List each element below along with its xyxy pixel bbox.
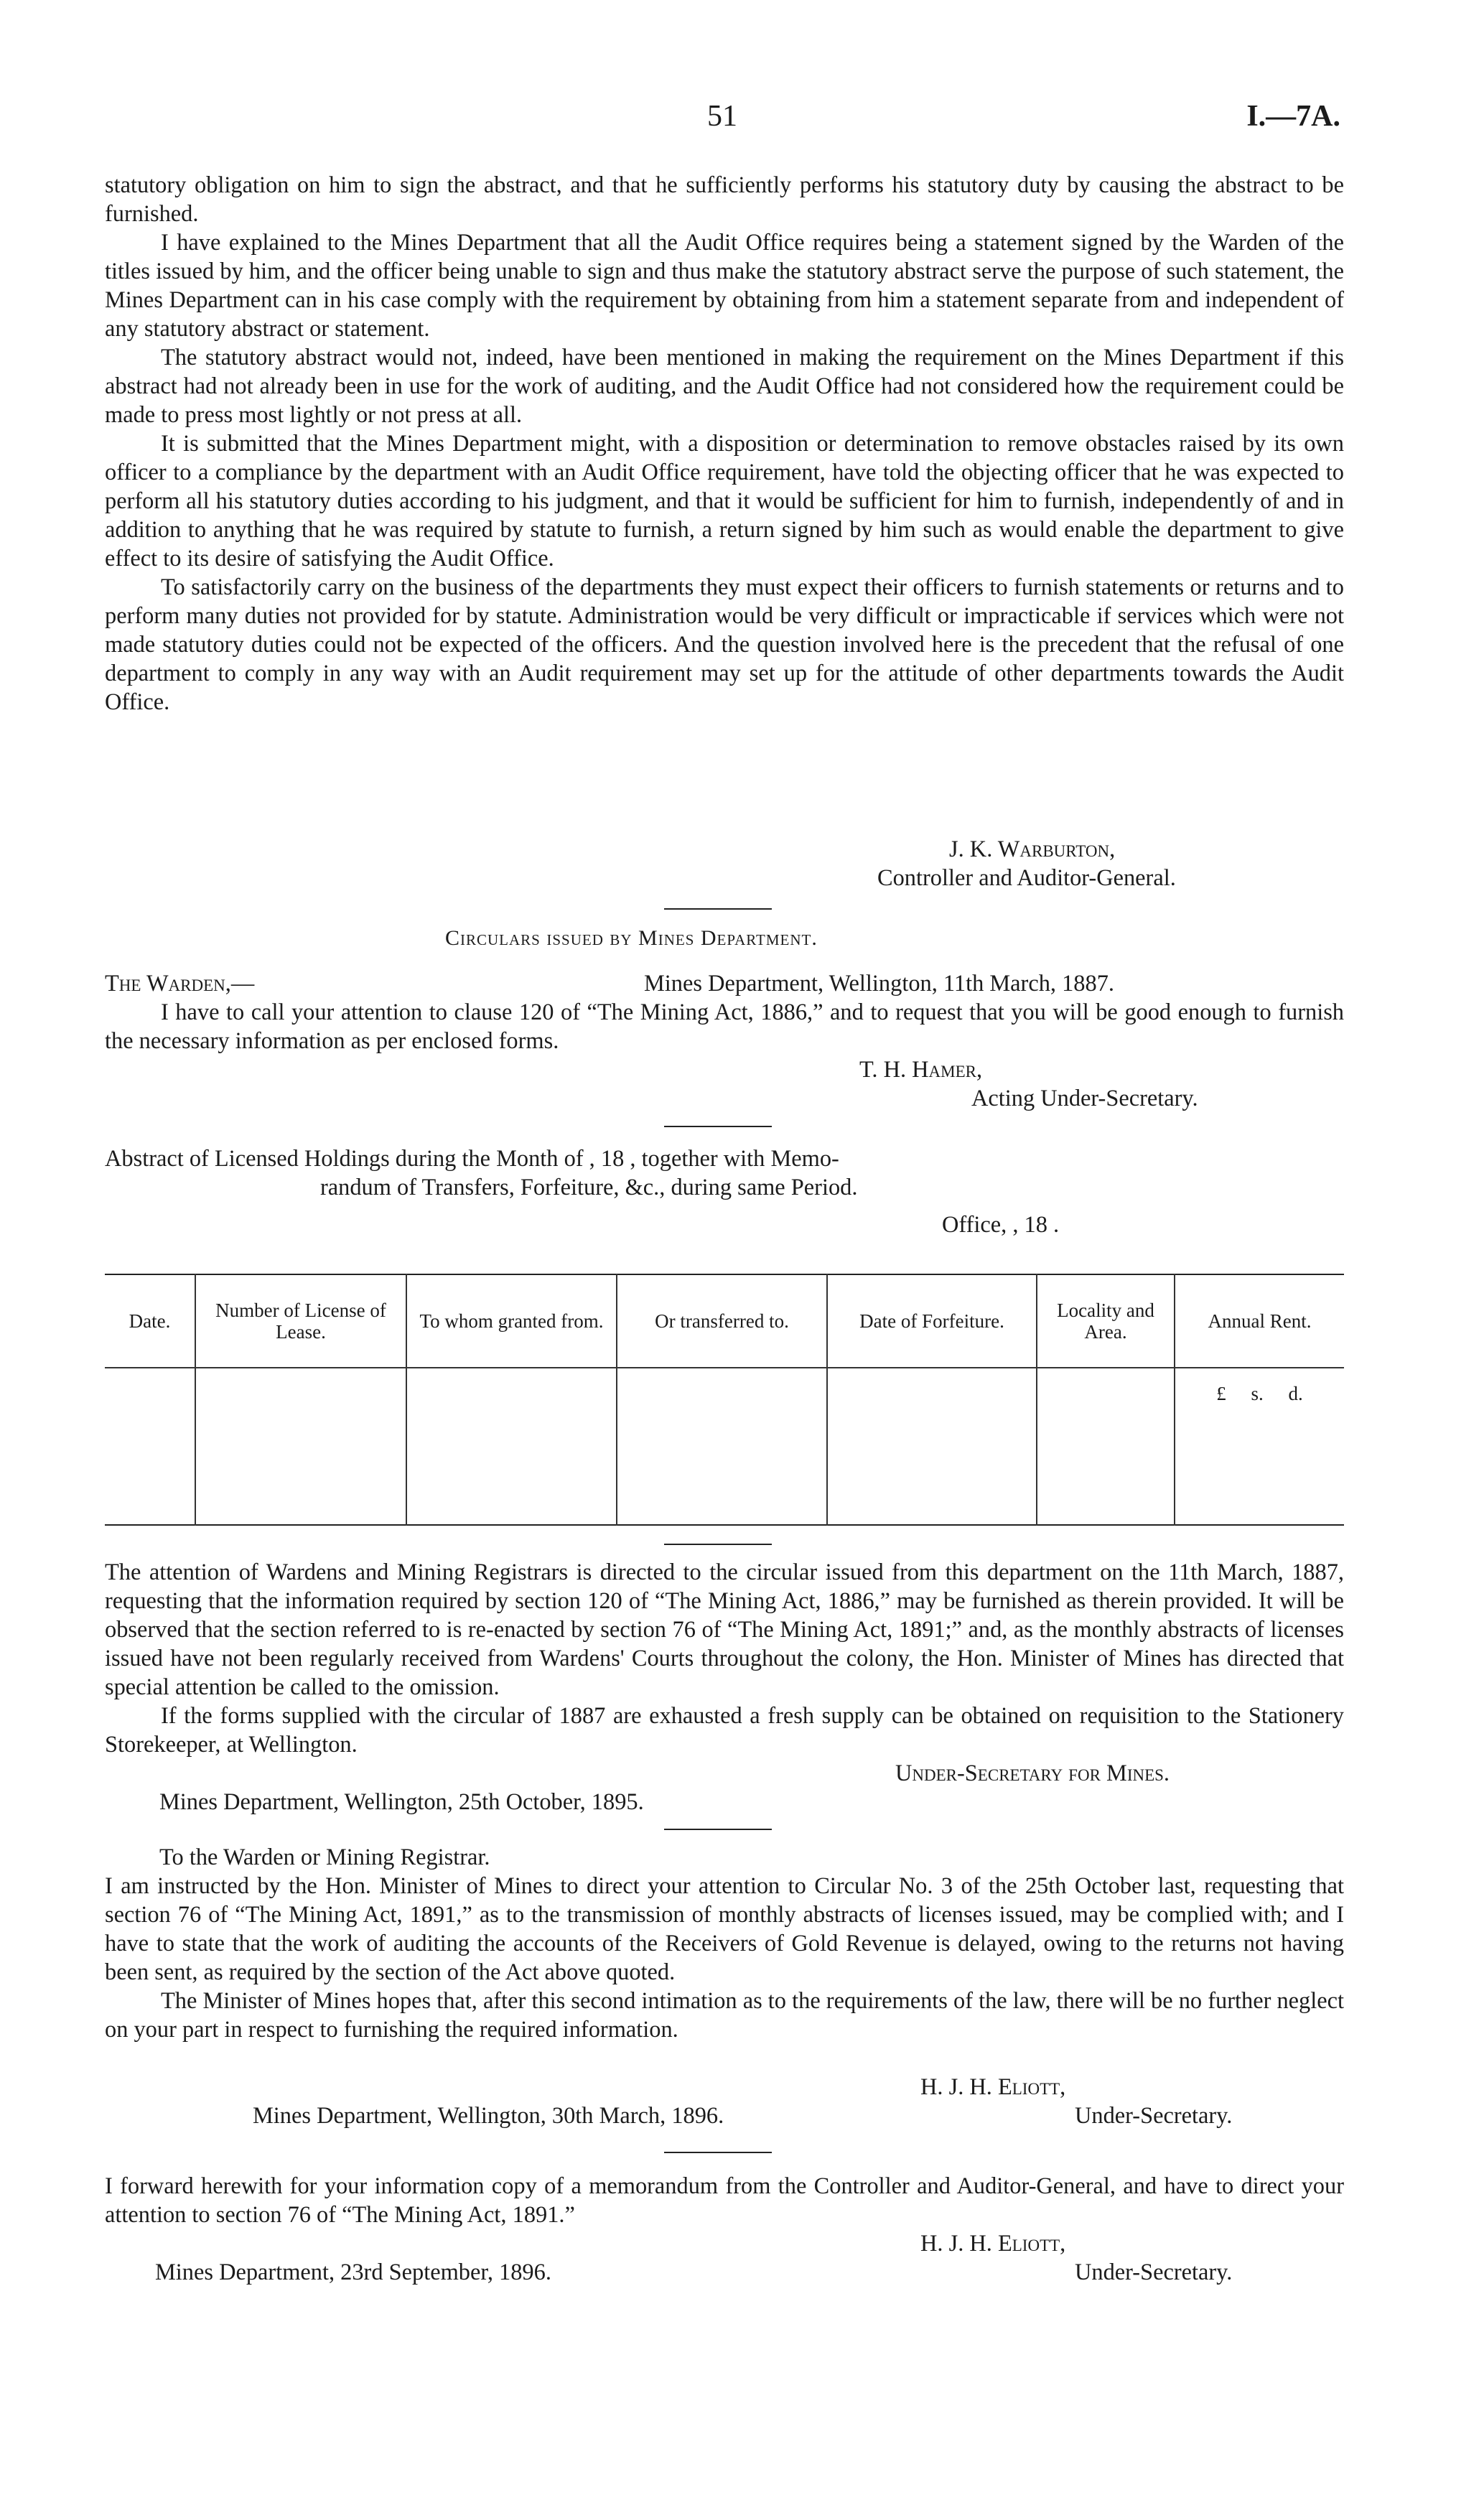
form-office-line: Office, , 18 . (942, 1212, 1060, 1238)
signature-name: Under-Secretary for Mines. (895, 1760, 1170, 1786)
column-header: Date. (129, 1310, 171, 1332)
circular-body (105, 2172, 1344, 2229)
section-divider (664, 908, 772, 910)
column-header: To whom granted from. (406, 1274, 617, 1368)
paragraph: To satisfactorily carry on the business of the departments they must expect their officers to furnish statements or returns and to perform many duties not provided for by statute. Administration would be very difficult or impracticable if services which were not made statutory duties could not be expected of the officers. And the question involved here is the precedent that the refusal of one department to comply in any way with an Audit requirement may set up for the attitude of other departments towards the Audit Office. (105, 574, 1344, 715)
paragraph: If the forms supplied with the circular of 1887 are exhausted a fresh supply can be obtained on requisition to the Stationery Storekeeper, at Wellington. (105, 1703, 1344, 1758)
paragraph: I am instructed by the Hon. Minister of Mines to direct your attention to Circular No. 3 of the 25th October last, requesting that section 76 of “The Mining Act, 1891,” as to the transmission of monthly abstracts of licenses issued, may be complied with; and I have to state that the work of auditing the accounts of the Receivers of Gold Revenue is delayed, owing to the returns not having been sent, as required by the section of the Act above quoted. (105, 1873, 1344, 1985)
section-divider (664, 1126, 772, 1127)
form-title-line-2: randum of Transfers, Forfeiture, &c., during same Period. (320, 1175, 858, 1200)
signature-title: Under-Secretary. (1075, 2103, 1233, 2129)
table-cell (827, 1368, 1037, 1525)
column-header: Or transferred to. (617, 1274, 827, 1368)
table-cell (195, 1368, 406, 1525)
section-divider (664, 2152, 772, 2153)
signature-title: Controller and Auditor-General. (877, 865, 1176, 891)
circular-addressee: The Warden,— (105, 971, 255, 997)
table-cell (617, 1368, 827, 1525)
circular-body (105, 998, 1344, 1055)
page-number: 51 (707, 100, 737, 133)
form-title-line-1: Abstract of Licensed Holdings during the Month of , 18 , together with Memo- (105, 1146, 839, 1172)
circular-dateline: Mines Department, 23rd September, 1896. (155, 2259, 551, 2285)
rent-units: £ s. d. (1216, 1383, 1303, 1404)
signature-name: T. H. Hamer, (859, 1057, 983, 1083)
table-header-row (105, 1274, 1344, 1368)
column-header: Number of License of Lease. (195, 1274, 406, 1368)
circular-dateline: Mines Department, Wellington, 11th March, 1887. (644, 971, 1114, 997)
paragraph: The statutory abstract would not, indeed, have been mentioned in making the requirement on the Mines Department if this abstract had not already been in use for the work of auditing, and the Audit Office had not considered how the requirement could be made to press most lightly or not press at all. (105, 345, 1344, 428)
table-cell (406, 1368, 617, 1525)
column-header: Locality and Area. (1037, 1274, 1175, 1368)
paragraph: I forward herewith for your information copy of a memorandum from the Controller and Auditor-General, and have to direct your attention to section 76 of “The Mining Act, 1891.” (105, 2173, 1344, 2228)
signature-name: H. J. H. Eliott, (920, 2074, 1066, 2100)
column-header: Annual Rent. (1175, 1274, 1344, 1368)
paragraph: The attention of Wardens and Mining Registrars is directed to the circular issued from this department on the 11th March, 1887, requesting that the information required by section 120 of “The Mining Act, 1886,” may be furnished as therein provided. It will be observed that the section referred to is re-enacted by section 76 of “The Mining Act, 1891;” and, as the monthly abstracts of licenses issued have not been regularly received from Wardens' Courts throughout the colony, the Hon. Minister of Mines has directed that special attention be called to the omission. (105, 1559, 1344, 1700)
circular-addressee: To the Warden or Mining Registrar. (159, 1844, 490, 1870)
abstract-form-table (105, 1274, 1344, 1526)
paragraph: I have to call your attention to clause 120 of “The Mining Act, 1886,” and to request that you will be good enough to furnish the necessary information as per enclosed forms. (105, 999, 1344, 1054)
column-header: Date of Forfeiture. (827, 1274, 1037, 1368)
paragraph: It is submitted that the Mines Department might, with a disposition or determination to remove obstacles raised by its own officer to a compliance by the department with an Audit Office requirement, have told the objecting officer that he was expected to perform all his statutory duties according to his judgment, and that it would be sufficient for him to furnish, independently of and in addition to anything that he was required by statute to furnish, a return signed by him such as would enable the department to give effect to its desire of satisfying the Audit Office. (105, 431, 1344, 571)
signature-name: H. J. H. Eliott, (920, 2231, 1066, 2257)
paragraph: The Minister of Mines hopes that, after this second intimation as to the requirements of the law, there will be no further neglect on your part in respect to furnishing the required information. (105, 1988, 1344, 2043)
memorandum-body (105, 171, 1344, 717)
signature-title: Under-Secretary. (1075, 2259, 1233, 2285)
circular-dateline: Mines Department, Wellington, 30th March, 1896. (253, 2103, 724, 2129)
signature-name: J. K. Warburton, (949, 836, 1116, 862)
circular-body (105, 1558, 1344, 1759)
circular-dateline: Mines Department, Wellington, 25th October, 1895. (159, 1789, 644, 1815)
table-cell (1037, 1368, 1175, 1525)
table-cell (105, 1368, 195, 1525)
table-row (105, 1368, 1344, 1525)
section-divider (664, 1544, 772, 1545)
circular-body (105, 1872, 1344, 2044)
section-divider (664, 1829, 772, 1830)
table-cell (1175, 1368, 1344, 1525)
document-reference: I.—7A. (1246, 100, 1340, 133)
paragraph: statutory obligation on him to sign the abstract, and that he sufficiently performs his statutory duty by causing the abstract to be furnished. (105, 172, 1344, 227)
paragraph: I have explained to the Mines Department that all the Audit Office requires being a statement signed by the Warden of the titles issued by him, and the officer being unable to sign and thus make the statutory abstract serve the purpose of such statement, the Mines Department can in his case comply with the requirement by obtaining from him a statement separate from and independent of any statutory abstract or statement. (105, 230, 1344, 342)
section-heading: Circulars issued by Mines Department. (445, 926, 818, 950)
signature-title: Acting Under-Secretary. (971, 1086, 1198, 1111)
